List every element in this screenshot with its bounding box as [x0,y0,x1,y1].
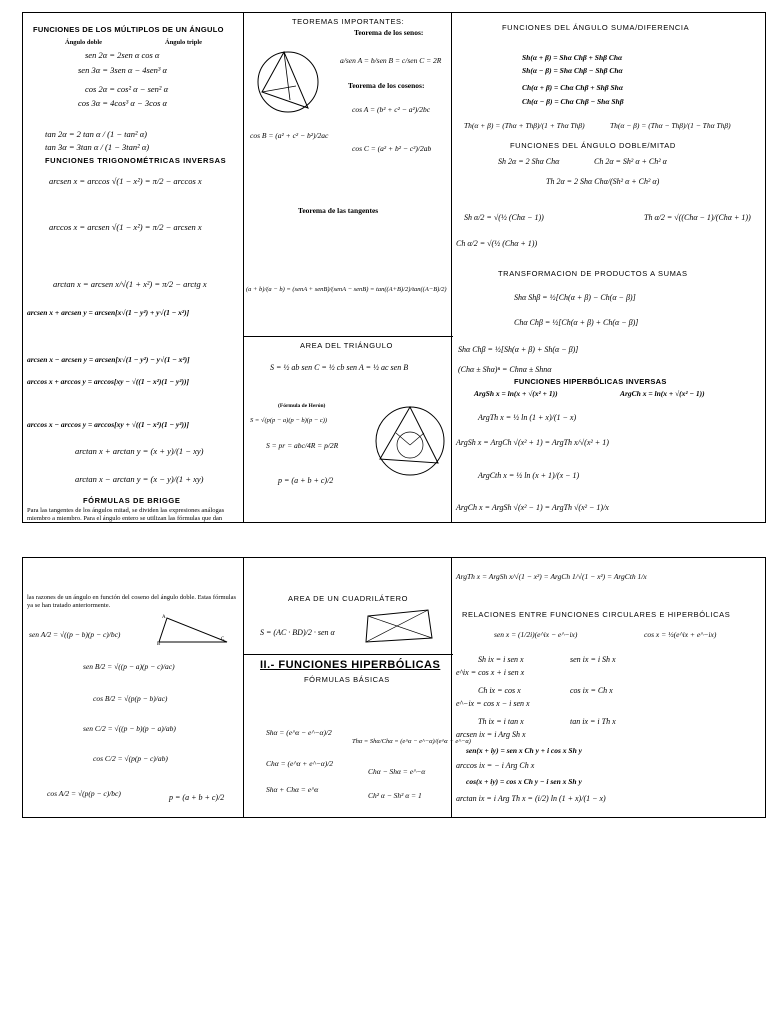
cosines-cos-c: cos C = (a² + b² − c²)/2ab [352,144,432,153]
formula-th2a: Th 2α = 2 Shα Chα/(Sh² α + Ch² α) [546,177,660,186]
formula-argsh-ln: ArgSh x = ln(x + √(x² + 1)) [474,389,558,398]
formula-arctan-ix: arctan ix = i Arg Th x = (i/2) ln (1 + x)/(1 − x) [456,794,606,803]
formula-sen-ix: sen ix = i Sh x [570,655,616,664]
formula-cos-a-half: cos A/2 = √(p(p − c)/bc) [47,789,121,798]
formula-arcsen-ix: arcsen ix = i Arg Sh x [456,730,526,739]
formula-th-half: Th α/2 = √((Chα − 1)/(Chα + 1)) [644,213,751,222]
svg-text:A: A [162,615,166,620]
formula-cos-c-half: cos C/2 = √(p(p − c)/ab) [93,754,168,763]
circumscribed-triangle-figure [256,46,320,118]
formula-product-1: Shα Shβ = ½[Ch(α + β) − Ch(α − β)] [514,293,636,302]
formula-ch-definition: Chα = (e^α + e^−α)/2 [266,759,334,768]
formula-argch-relations: ArgCh x = ArgSh √(x² − 1) = ArgTh √(x² − 1)/x [456,503,609,512]
formula-argth-relations: ArgTh x = ArgSh x/√(1 − x²) = ArgCh 1/√(1 − x²) = ArgCth 1/x [456,572,647,581]
top-panel-col2 [243,12,452,523]
formula-th-sum: Th(α + β) = (Thα + Thβ)/(1 + Thα Thβ) [464,121,585,130]
bottom-panel-col3 [451,557,766,818]
formula-argsh-relations: ArgSh x = ArgCh √(x² + 1) = ArgTh x/√(x² + 1) [456,438,609,447]
svg-text:B: B [157,642,161,647]
svg-text:C: C [221,637,225,642]
formula-ch-minus-sh: Chα − Shα = e^−α [368,767,426,776]
formula-sh-diff: Sh(α − β) = Shα Chβ − Shβ Chα [522,66,623,75]
formula-sen-b-half: sen B/2 = √((p − a)(p − c)/ac) [83,662,175,671]
formula-sh-ix: Sh ix = i sen x [478,655,524,664]
brigge-continued-paragraph: las razones de un ángulo en función del coseno del ángulo doble. Estas fórmulas ya se han tratado anteriormente. [27,594,237,609]
formula-sh-plus-ch: Shα + Chα = e^α [266,785,319,794]
formula-product-3: Shα Chβ = ½[Sh(α + β) + Sh(α − β)] [458,345,579,354]
formula-sh-sum: Sh(α + β) = Shα Chβ + Shβ Chα [522,53,623,62]
formula-arctan: arctan x = arcsen x/√(1 + x²) = π/2 − arctg x [53,279,207,289]
formula-arcsen: arcsen x = arccos √(1 − x²) = π/2 − arccos x [49,176,202,186]
formula-tan2a: tan 2α = 2 tan α / (1 − tan² α) [45,129,148,139]
formula-tan-ix: tan ix = i Th x [570,717,616,726]
heading-products-sums: TRANSFORMACION DE PRODUCTOS A SUMAS [498,269,688,278]
heading-hyperbolic-functions: II.- FUNCIONES HIPERBÓLICAS [260,659,441,671]
triangle-figure [157,614,229,646]
formula-argth-ln: ArgTh x = ½ ln (1 + x)/(1 − x) [478,413,577,422]
formula-cos-exponential: cos x = ½(e^ix + e^−ix) [644,630,717,639]
label-double-angle: Ángulo doble [65,39,103,46]
heron-label: (Fórmula de Herón) [278,403,326,409]
formula-euler-plus: e^ix = cos x + i sen x [456,668,525,677]
divider-line [244,654,453,655]
heading-multiples: FUNCIONES DE LOS MÚLTIPLOS DE UN ÁNGULO [33,25,224,34]
formula-ch-diff: Ch(α − β) = Chα Chβ − Shα Shβ [522,97,624,106]
top-panel-col1 [22,12,244,523]
formula-sen2a: sen 2α = 2sen α cos α [85,50,160,60]
formula-sh-half: Sh α/2 = √(½ (Chα − 1)) [464,213,544,222]
formula-sen-exponential: sen x = (1/2i)(e^ix − e^−ix) [494,630,578,639]
formula-sh-definition: Shα = (e^α − e^−α)/2 [266,728,332,737]
formula-sen3a: sen 3α = 3sen α − 4sen³ α [78,65,168,75]
formula-semiperimeter: p = (a + b + c)/2 [169,793,225,802]
formula-ch2a: Ch 2α = Sh² α + Ch² α [594,157,667,166]
cosines-cos-a: cos A = (b² + c² − a²)/2bc [352,105,431,114]
formula-sen-c-half: sen C/2 = √((p − b)(p − a)/ab) [83,724,176,733]
incircle-triangle-figure [374,403,446,479]
divider-line [244,336,453,337]
formula-product-2: Chα Chβ = ½[Ch(α + β) + Ch(α − β)] [514,318,639,327]
sines-theorem: a/sen A = b/sen B = c/sen C = 2R [340,56,442,65]
formula-ch-half: Ch α/2 = √(½ (Chα + 1)) [456,239,538,248]
formula-hyperbolic-identity: Ch² α − Sh² α = 1 [368,791,422,800]
formula-ch-ix: Ch ix = cos x [478,686,521,695]
heading-circular-hyperbolic: RELACIONES ENTRE FUNCIONES CIRCULARES E HIPERBÓLICAS [462,610,731,619]
formula-sen-complex: sen(x + iy) = sen x Ch y + i cos x Sh y [466,746,582,755]
formula-arccos-diff: arccos x − arccos y = arccos[xy + √((1 − x²)(1 − y²))] [27,420,189,429]
quadrilateral-figure [362,608,434,646]
heading-inverse-trig: FUNCIONES TRIGONOMÉTRICAS INVERSAS [45,156,227,165]
formula-th-ix: Th ix = i tan x [478,717,524,726]
heading-triangle-area: AREA DEL TRIÁNGULO [300,341,393,350]
formula-arccos-ix: arccos ix = − i Arg Ch x [456,761,535,770]
formula-argcth-ln: ArgCth x = ½ ln (x + 1)/(x − 1) [478,471,580,480]
heading-quadrilateral-area: AREA DE UN CUADRILÁTERO [288,594,409,603]
quadrilateral-area-formula: S = (AC · BD)/2 · sen α [260,628,335,637]
formula-th-diff: Th(α − β) = (Thα − Thβ)/(1 − Thα Thβ) [610,121,731,130]
bottom-panel-col2 [243,557,471,818]
formula-th-definition: Thα = Shα/Chα = (e^α − e^−α)/(e^α + e^−α) [352,738,471,745]
formula-argch-ln: ArgCh x = ln(x + √(x² − 1)) [620,389,705,398]
heron-formula: S = √(p(p − a)(p − b)(p − c)) [250,417,328,424]
semiperimeter-formula: p = (a + b + c)/2 [278,476,334,485]
cosines-theorem-title: Teorema de los cosenos: [348,81,425,90]
formula-arccos: arccos x = arcsen √(1 − x²) = π/2 − arcsen x [49,222,202,232]
heading-basic-formulas: FÓRMULAS BÁSICAS [304,675,390,684]
cosines-cos-b: cos B = (a² + c² − b²)/2ac [250,131,329,140]
heading-sum-difference: FUNCIONES DEL ÁNGULO SUMA/DIFERENCIA [502,23,690,32]
formula-cos-ix: cos ix = Ch x [570,686,613,695]
formula-arccos-sum: arccos x + arccos y = arccos[xy − √((1 − x²)(1 − y²))] [27,377,189,386]
brigge-paragraph: Para las tangentes de los ángulos mitad, se dividen las expresiones análogas miembro a miembro. Para el ángulo entero se utilizan las fórmulas que dan [27,507,225,522]
formula-cos-complex: cos(x + iy) = cos x Ch y − i sen x Sh y [466,777,582,786]
tangents-theorem: (a + b)/(a − b) = (senA + senB)/(senA − senB) = tan((A+B)/2)/tan((A−B)/2) [246,286,447,293]
formula-tan3a: tan 3α = 3tan α / (1 − 3tan² α) [45,142,150,152]
tangents-theorem-title: Teorema de las tangentes [298,206,379,215]
formula-cos3a: cos 3α = 4cos³ α − 3cos α [78,98,168,108]
formula-arctan-sum: arctan x + arctan y = (x + y)/(1 − xy) [75,446,204,456]
formula-ch-sum: Ch(α + β) = Chα Chβ + Shβ Shα [522,83,623,92]
label-triple-angle: Ángulo triple [165,39,203,46]
sines-theorem-title: Teorema de los senos: [354,28,424,37]
formula-de-moivre-hyp: (Chα ± Shα)ⁿ = Chnα ± Shnα [458,365,552,374]
formula-arctan-diff: arctan x − arctan y = (x − y)/(1 + xy) [75,474,204,484]
formula-arcsen-diff: arcsen x − arcsen y = arcsen[x√(1 − y²) − y√(1 − x²)] [27,355,190,364]
formula-sh2a: Sh 2α = 2 Shα Chα [498,157,560,166]
heading-double-half: FUNCIONES DEL ÁNGULO DOBLE/MITAD [510,141,676,150]
formula-cos2a: cos 2α = cos² α − sen² α [85,84,169,94]
area-inradius-formula: S = pr = abc/4R = p/2R [266,441,339,450]
bottom-panel-col1 [22,557,244,818]
heading-brigge: FÓRMULAS DE BRIGGE [83,496,181,505]
formula-sen-a-half: sen A/2 = √((p − b)(p − c)/bc) [29,630,121,639]
heading-hyperbolic-inverse: FUNCIONES HIPERBÓLICAS INVERSAS [514,377,667,386]
formula-arcsen-sum: arcsen x + arcsen y = arcsen[x√(1 − y²) + y√(1 − x²)] [27,308,190,317]
formula-euler-minus: e^−ix = cos x − i sen x [456,699,530,708]
formula-cos-b-half: cos B/2 = √(p(p − b)/ac) [93,694,168,703]
heading-theorems: TEOREMAS IMPORTANTES: [292,17,405,26]
triangle-area-formula: S = ½ ab sen C = ½ cb sen A = ½ ac sen B [270,363,409,372]
top-panel-col3 [451,12,766,523]
